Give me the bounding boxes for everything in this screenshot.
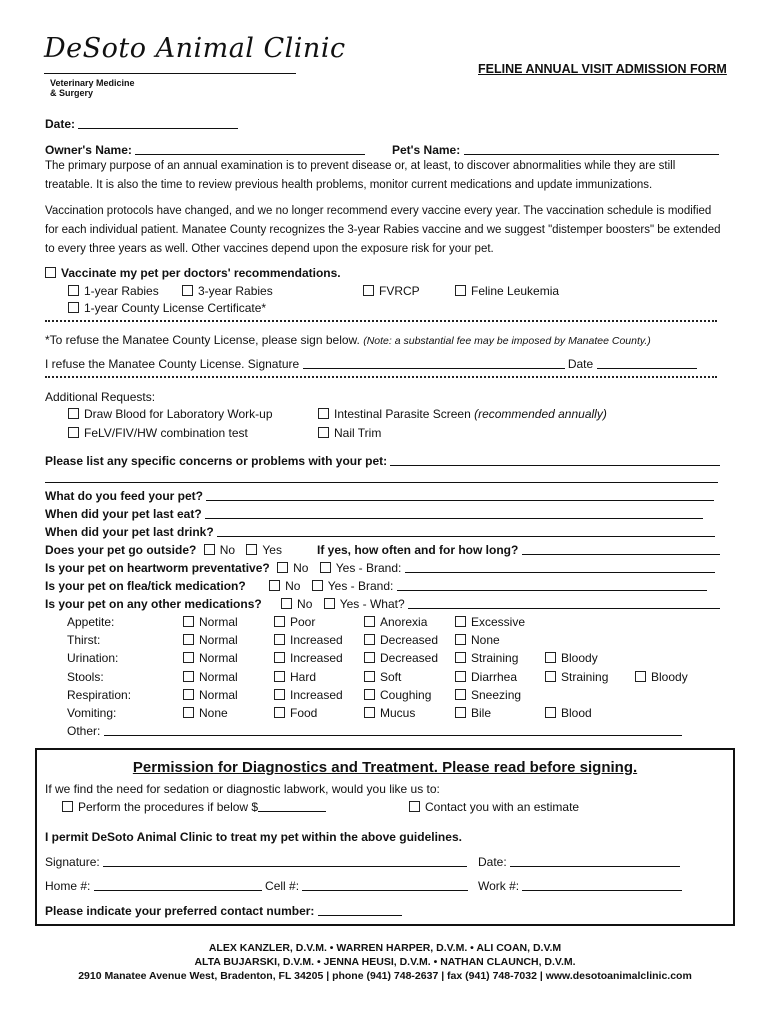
checkbox-icon[interactable]: [324, 598, 335, 609]
other-meds-field[interactable]: [408, 598, 720, 609]
pet-field[interactable]: [464, 144, 719, 155]
heartworm-brand-field[interactable]: [405, 562, 715, 573]
symptom-option[interactable]: [455, 688, 521, 702]
checkbox-icon[interactable]: [277, 562, 288, 573]
checkbox-icon[interactable]: [281, 598, 292, 609]
checkbox-icon[interactable]: [545, 671, 556, 682]
checkbox-icon[interactable]: [68, 408, 79, 419]
request-note: (recommended annually): [474, 407, 607, 421]
request-blood[interactable]: [68, 407, 273, 421]
refuse-date-label: Date: [567, 357, 594, 371]
symptom-option-label: Normal: [199, 670, 238, 684]
request-nail-trim[interactable]: [318, 426, 381, 440]
permission-option-perform[interactable]: [62, 800, 326, 814]
checkbox-icon[interactable]: [545, 707, 556, 718]
checkbox-icon[interactable]: [364, 652, 375, 663]
permission-title: Permission for Diagnostics and Treatment. Please read before signing.: [132, 759, 638, 776]
how-often-label: If yes, how often and for how long?: [317, 543, 519, 557]
form-title: FELINE ANNUAL VISIT ADMISSION FORM: [478, 62, 727, 76]
concerns-row: [45, 454, 720, 468]
date-field[interactable]: [78, 118, 238, 129]
symptom-option[interactable]: [183, 688, 238, 702]
symptom-option-label: Normal: [199, 688, 238, 702]
checkbox-icon[interactable]: [183, 634, 194, 645]
work-row: [478, 879, 682, 893]
signature-label: Signature:: [45, 855, 100, 869]
signature-row: [45, 855, 467, 869]
checkbox-icon[interactable]: [183, 652, 194, 663]
preferred-label: Please indicate your preferred contact number:: [45, 904, 315, 918]
vaccine-label: Feline Leukemia: [471, 284, 560, 298]
checkbox-icon[interactable]: [68, 302, 79, 313]
how-often-field[interactable]: [522, 544, 720, 555]
home-field[interactable]: [94, 880, 262, 891]
symptom-option-label: Increased: [290, 688, 343, 702]
refuse-signature-label: I refuse the Manatee County License. Signature: [45, 357, 300, 371]
eat-label: When did your pet last eat?: [45, 507, 202, 521]
no-label: No: [297, 597, 313, 611]
symptom-option-label: Straining: [561, 670, 609, 684]
vaccine-label: FVRCP: [379, 284, 420, 298]
eat-row: [45, 507, 703, 521]
symptom-option[interactable]: [455, 633, 500, 647]
checkbox-icon[interactable]: [182, 285, 193, 296]
owner-label: Owner's Name:: [45, 143, 132, 157]
other-meds-row: [45, 597, 720, 611]
flea-row: [45, 579, 707, 593]
checkbox-icon[interactable]: [455, 707, 466, 718]
logo-subtitle-2: & Surgery: [50, 88, 94, 98]
checkbox-icon[interactable]: [455, 689, 466, 700]
yes-what-label: Yes - What?: [339, 597, 405, 611]
clinic-logo: DeSoto Animal Clinic: [44, 33, 346, 64]
outside-label: Does your pet go outside?: [45, 543, 197, 557]
symptom-option[interactable]: [183, 670, 238, 684]
drink-row: [45, 525, 715, 539]
symptom-row-label: Vomiting:: [67, 706, 117, 720]
symptom-option[interactable]: [183, 651, 238, 665]
checkbox-icon[interactable]: [246, 544, 257, 555]
vaccine-fvrcp[interactable]: [363, 284, 420, 298]
symptom-option-label: Straining: [471, 651, 519, 665]
symptom-option[interactable]: [183, 615, 238, 629]
symptom-option[interactable]: [545, 651, 598, 665]
checkbox-icon[interactable]: [183, 689, 194, 700]
symptom-row-label: Urination:: [67, 651, 119, 665]
cell-label: Cell #:: [265, 879, 300, 893]
flea-label: Is your pet on flea/tick medication?: [45, 579, 246, 593]
checkbox-icon[interactable]: [545, 652, 556, 663]
refuse-note-italic: (Note: a substantial fee may be imposed by Manatee County.): [363, 335, 651, 347]
checkbox-icon[interactable]: [364, 671, 375, 682]
vaccine-label: 1-year County License Certificate*: [84, 301, 267, 315]
request-label: FeLV/FIV/HW combination test: [84, 426, 248, 440]
checkbox-icon[interactable]: [364, 616, 375, 627]
permit-statement: I permit DeSoto Animal Clinic to treat my pet within the above guidelines.: [45, 830, 462, 844]
outside-row: [45, 543, 282, 557]
contact-label: Contact you with an estimate: [425, 800, 580, 814]
symptom-option-label: Normal: [199, 651, 238, 665]
symptom-option-label: Mucus: [380, 706, 416, 720]
symptom-option[interactable]: [274, 670, 316, 684]
heartworm-label: Is your pet on heartworm preventative?: [45, 561, 270, 575]
owner-field[interactable]: [135, 144, 365, 155]
checkbox-icon[interactable]: [183, 616, 194, 627]
concerns-label: Please list any specific concerns or problems with your pet:: [45, 454, 388, 468]
symptom-option[interactable]: [545, 706, 592, 720]
symptom-option[interactable]: [545, 670, 608, 684]
date-label: Date:: [45, 117, 76, 131]
vaccine-3yr-rabies[interactable]: [182, 284, 273, 298]
request-felv[interactable]: [68, 426, 248, 440]
symptom-option-label: Normal: [199, 633, 238, 647]
yes-brand-label: Yes - Brand:: [327, 579, 394, 593]
refuse-note-text: *To refuse the Manatee County License, please sign below.: [45, 333, 360, 347]
checkbox-icon[interactable]: [312, 580, 323, 591]
symptom-option-label: Decreased: [380, 633, 439, 647]
home-label: Home #:: [45, 879, 91, 893]
drink-label: When did your pet last drink?: [45, 525, 214, 539]
vaccine-feline-leukemia[interactable]: [455, 284, 559, 298]
pet-row: [392, 143, 719, 157]
footer-doctors-2: ALTA BUJARSKI, D.V.M. • JENNA HEUSI, D.V.M. • NATHAN CLAUNCH, D.V.M.: [194, 956, 576, 968]
other-meds-label: Is your pet on any other medications?: [45, 597, 262, 611]
request-label: Draw Blood for Laboratory Work-up: [84, 407, 273, 421]
drink-field[interactable]: [217, 526, 715, 537]
no-label: No: [293, 561, 309, 575]
request-parasite[interactable]: [318, 407, 607, 421]
checkbox-icon[interactable]: [45, 267, 56, 278]
symptom-other-field[interactable]: [104, 725, 682, 736]
checkbox-icon[interactable]: [635, 671, 646, 682]
checkbox-icon[interactable]: [364, 707, 375, 718]
checkbox-icon[interactable]: [364, 689, 375, 700]
symptom-option-label: Normal: [199, 615, 238, 629]
checkbox-icon[interactable]: [274, 616, 285, 627]
symptom-row-label: Thirst:: [67, 633, 101, 647]
checkbox-icon[interactable]: [455, 616, 466, 627]
checkbox-icon[interactable]: [364, 634, 375, 645]
heartworm-row: [45, 561, 715, 575]
checkbox-icon[interactable]: [274, 652, 285, 663]
symptom-row-label: Stools:: [67, 670, 104, 684]
symptom-option[interactable]: [364, 651, 438, 665]
perform-label: Perform the procedures if below $: [78, 800, 259, 814]
sign-date-field[interactable]: [510, 856, 680, 867]
checkbox-icon[interactable]: [183, 671, 194, 682]
checkbox-icon[interactable]: [68, 285, 79, 296]
symptom-option-label: Increased: [290, 633, 343, 647]
symptom-option[interactable]: [364, 670, 401, 684]
checkbox-icon[interactable]: [274, 634, 285, 645]
date-sign-row: [478, 855, 680, 869]
checkbox-icon[interactable]: [204, 544, 215, 555]
vaccine-county-license[interactable]: [68, 301, 266, 315]
vaccine-label: 1-year Rabies: [84, 284, 159, 298]
symptom-option[interactable]: [274, 706, 317, 720]
symptom-option[interactable]: [364, 615, 427, 629]
checkbox-icon[interactable]: [318, 408, 329, 419]
refuse-signature-row: [45, 357, 697, 371]
flea-brand-field[interactable]: [397, 580, 707, 591]
yes-label: Yes: [262, 543, 282, 557]
symptom-option[interactable]: [364, 633, 438, 647]
symptom-option-label: Diarrhea: [471, 670, 518, 684]
eat-field[interactable]: [205, 508, 703, 519]
checkbox-icon[interactable]: [274, 671, 285, 682]
checkbox-icon[interactable]: [455, 634, 466, 645]
refuse-date-field[interactable]: [597, 358, 697, 369]
concerns-field-line-2[interactable]: [45, 472, 718, 483]
work-field[interactable]: [522, 880, 682, 891]
symptom-option[interactable]: [183, 633, 238, 647]
symptom-row-label: Appetite:: [67, 615, 115, 629]
checkbox-icon[interactable]: [269, 580, 280, 591]
symptom-option-label: Bile: [471, 706, 492, 720]
divider: [45, 376, 717, 382]
refuse-signature-field[interactable]: [303, 358, 565, 369]
symptom-option-label: Increased: [290, 651, 343, 665]
symptom-row-label: Respiration:: [67, 688, 132, 702]
pet-label: Pet's Name:: [392, 143, 461, 157]
symptom-option-label: None: [471, 633, 500, 647]
symptom-option-label: Decreased: [380, 651, 439, 665]
symptom-option-label: Coughing: [380, 688, 432, 702]
symptom-option-label: Anorexia: [380, 615, 428, 629]
request-label: Nail Trim: [334, 426, 382, 440]
preferred-contact-row: [45, 904, 402, 918]
request-label: Intestinal Parasite Screen: [334, 407, 471, 421]
symptom-option[interactable]: [364, 706, 415, 720]
footer-doctors-1: ALEX KANZLER, D.V.M. • WARREN HARPER, D.V.M. • ALI COAN, D.V.M: [208, 942, 562, 954]
cell-field[interactable]: [302, 880, 468, 891]
checkbox-icon[interactable]: [62, 801, 73, 812]
symptom-option-label: Bloody: [561, 651, 598, 665]
checkbox-icon[interactable]: [274, 707, 285, 718]
sign-date-label: Date:: [478, 855, 507, 869]
vaccine-1yr-rabies[interactable]: [68, 284, 159, 298]
preferred-field[interactable]: [318, 905, 402, 916]
symptom-option[interactable]: [274, 615, 315, 629]
symptom-option-label: Excessive: [471, 615, 526, 629]
checkbox-icon[interactable]: [409, 801, 420, 812]
symptom-option[interactable]: [274, 651, 343, 665]
symptom-option[interactable]: [274, 688, 343, 702]
symptom-option[interactable]: [455, 706, 491, 720]
checkbox-icon[interactable]: [455, 652, 466, 663]
symptom-option[interactable]: [455, 651, 518, 665]
checkbox-icon[interactable]: [183, 707, 194, 718]
symptom-option-label: Sneezing: [471, 688, 522, 702]
symptom-option[interactable]: [183, 706, 228, 720]
checkbox-icon[interactable]: [318, 427, 329, 438]
feed-field[interactable]: [206, 490, 714, 501]
signature-field[interactable]: [103, 856, 467, 867]
symptom-option-label: Food: [290, 706, 318, 720]
symptom-option[interactable]: [455, 670, 517, 684]
permission-line-1: If we find the need for sedation or diagnostic labwork, would you like us to:: [45, 782, 440, 796]
vaccine-label: 3-year Rabies: [198, 284, 273, 298]
feed-row: [45, 489, 714, 503]
symptom-option-label: Soft: [380, 670, 402, 684]
feed-label: What do you feed your pet?: [45, 489, 203, 503]
concerns-field[interactable]: [390, 455, 720, 466]
additional-title: Additional Requests:: [45, 390, 156, 404]
amount-field[interactable]: [258, 801, 326, 812]
symptom-other-label: Other:: [67, 724, 101, 738]
no-label: No: [219, 543, 236, 557]
symptom-option-label: Hard: [290, 670, 317, 684]
no-label: No: [285, 579, 301, 593]
permission-option-contact[interactable]: [409, 800, 579, 814]
divider: [45, 320, 717, 326]
symptom-option[interactable]: [364, 688, 431, 702]
symptom-option[interactable]: [455, 615, 525, 629]
work-label: Work #:: [478, 879, 520, 893]
symptom-option-label: Poor: [290, 615, 316, 629]
logo-underline: [44, 73, 296, 74]
vaccinate-label: Vaccinate my pet per doctors' recommendations.: [61, 266, 341, 280]
checkbox-icon[interactable]: [68, 427, 79, 438]
symptom-other-row: [67, 724, 682, 738]
logo-subtitle-1: Veterinary Medicine: [50, 78, 135, 88]
checkbox-icon[interactable]: [363, 285, 374, 296]
checkbox-icon[interactable]: [320, 562, 331, 573]
owner-row: [45, 143, 365, 157]
footer-address: 2910 Manatee Avenue West, Bradenton, FL 34205 | phone (941) 748-2637 | fax (941) 748-7032 | www.desotoanimalclinic.com: [78, 970, 692, 982]
symptom-option-label: Blood: [561, 706, 592, 720]
symptom-option[interactable]: [274, 633, 343, 647]
yes-brand-label: Yes - Brand:: [335, 561, 402, 575]
how-often-row: [317, 543, 720, 557]
symptom-option-label: Bloody: [651, 670, 688, 684]
intro-paragraph-2: Vaccination protocols have changed, and we no longer recommend every vaccine every year. The vaccination schedule is modified for each individual patient. Manatee County recognizes the 3-year Rabies vaccine and we suggest "distemper boosters" be extended to every three years as well. Other vaccines depend upon the exposure risk for your pet.: [45, 205, 721, 255]
checkbox-icon[interactable]: [274, 689, 285, 700]
symptom-option[interactable]: [635, 670, 688, 684]
vaccinate-option[interactable]: [45, 266, 341, 280]
phone-row: [45, 879, 468, 893]
refuse-note: [45, 333, 651, 347]
checkbox-icon[interactable]: [455, 671, 466, 682]
intro-paragraph-1: The primary purpose of an annual examination is to prevent disease or, at least, to discover abnormalities while they are still treatable. It is also the time to review previous health problems, monitor current medications and update immunizations.: [45, 160, 676, 191]
date-row: [45, 117, 238, 131]
checkbox-icon[interactable]: [455, 285, 466, 296]
symptom-option-label: None: [199, 706, 228, 720]
